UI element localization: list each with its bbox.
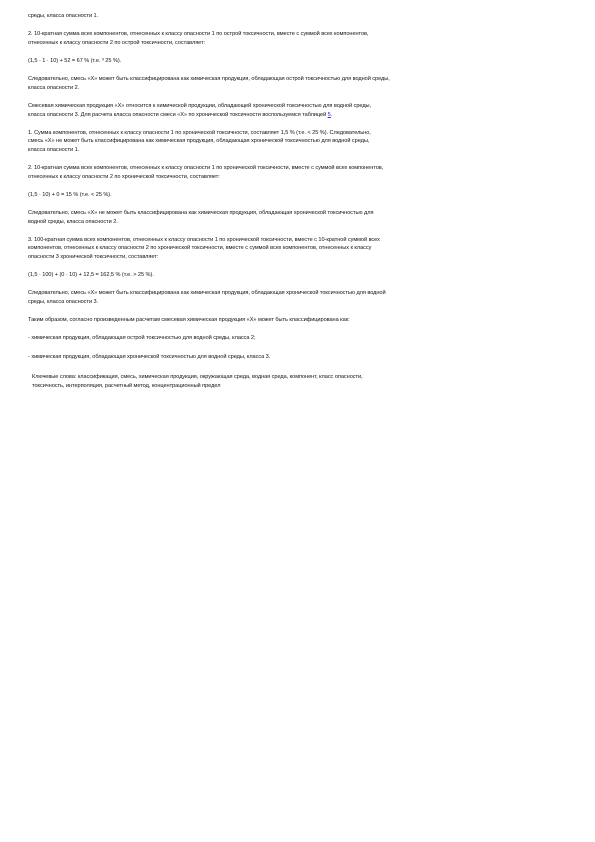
paragraph-2: 2. 10-кратная сумма всех компонентов, отнесенных к классу опасности 1 по острой токсичности, вместе с суммой всех компонентов, отнесенных к классу опасности 2 по острой токсичности, составляет: (28, 31, 369, 46)
paragraph-chronic-step-2: 2. 10-кратная сумма всех компонентов, отнесенных к классу опасности 1 по хронической токсичности, вместе с суммой всех компонентов, отнесенных к классу опасности 2 по хронической токсичности, составляет: (28, 165, 384, 180)
paragraph-summary: Таким образом, согласно произведенным расчетам смесевая химическая продукция «Х» может быть классифицирована как: (28, 317, 350, 324)
paragraph-chronic-intro (28, 102, 556, 119)
paragraph-chronic-intro-end: . (330, 111, 333, 118)
formula-acute: (1,5 · 1 · 10) + 52 = 67 % (т.е. ³ 25 %). (28, 57, 122, 64)
formula-chronic-2: (1,5 · 10) + 0 = 15 % (т.е. < 25 %). (28, 191, 112, 198)
summary-item-chronic: - химическая продукция, обладающая хронической токсичностью для водной среды, класса 3. (28, 353, 271, 360)
paragraph-1: среды, класса опасности 1. (28, 13, 99, 19)
document-page (28, 12, 556, 400)
paragraph-chronic-intro-text: Смесевая химическая продукция «Х» относится к химической продукции, обладающей хронической токсичностью для водной среды, класса опасности 3. Для расчета класса опасности смеси «Х» по хронической токсичности воспользуемся таблицей (28, 102, 372, 118)
formula-chronic-3: (1,5 · 100) + (0 · 10) + 12,5 = 162,5 % (т.е. > 25 %). (28, 272, 154, 279)
paragraph-chronic-step-3: 3. 100-кратная сумма всех компонентов, отнесенных к классу опасности 1 по хронической токсичности, вместе с 10-кратной суммой всех компонентов, отнесенных к классу опасности 2 по хронической токсичности, вместе с суммой всех компонентов, отнесенных к классу опасности 3 хронической токсичности, составляет: (28, 236, 380, 261)
summary-item-acute: - химическая продукция, обладающая острой токсичностью для водной среды, класса 2; (28, 335, 256, 342)
table-5-link[interactable]: 5 (327, 111, 331, 118)
paragraph-conclusion-acute: Следовательно, смесь «Х» может быть классифицирована как химическая продукция, обладающая острой токсичностью для водной среды, класса опасности 2. (28, 76, 390, 91)
paragraph-chronic-step-1: 1. Сумма компонентов, отнесенных к классу опасности 1 по хронической токсичности, составляет 1,5 % (т.е. < 25 %). Следовательно, смесь «Х» не может быть классифицирована как химическая продукция, обладающая хронической токсичностью для водной среды, класса опасности 1. (28, 129, 371, 153)
keywords: Ключевые слова: классификация, смесь, химическая продукция, окружающая среда, водная среда, компонент, класс опасности, токсичность, интерполяция, расчетный метод, концентрационный предел (32, 374, 363, 389)
paragraph-conclusion-chronic-3: Следовательно, смесь «Х» может быть классифицирована как химическая продукция, обладающая хронической токсичностью для водной среды, класса опасности 3. (28, 290, 386, 305)
paragraph-conclusion-chronic-2: Следовательно, смесь «Х» не может быть классифицирована как химическая продукция, обладающая хронической токсичностью для водной среды, класса опасности 2. (28, 210, 374, 225)
